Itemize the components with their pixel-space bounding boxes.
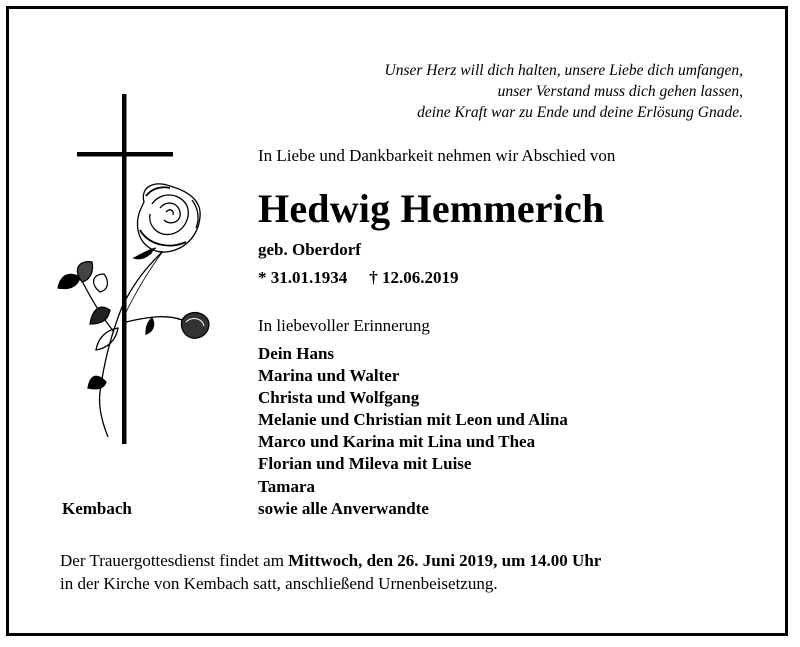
place-name: Kembach: [62, 499, 132, 518]
list-item: Marco und Karina mit Lina und Thea: [258, 432, 536, 452]
poem-line: Unser Herz will dich halten, unsere Liebe dich umfangen,: [384, 62, 743, 79]
memory-line: In liebevoller Erinnerung: [258, 316, 430, 335]
service-line-2: in der Kirche von Kembach satt, anschließend Urnenbeisetzung.: [60, 574, 498, 593]
deceased-name: Hedwig Hemmerich: [258, 186, 605, 231]
list-item: Florian und Mileva mit Luise: [258, 454, 472, 474]
poem-line: unser Verstand muss dich gehen lassen,: [497, 83, 743, 100]
life-dates: [258, 268, 459, 288]
list-item: Marina und Walter: [258, 366, 400, 386]
service-info: [60, 549, 601, 595]
list-item: Dein Hans: [258, 344, 335, 363]
mourners-list: [258, 343, 568, 520]
service-line-1: [60, 549, 601, 572]
poem: [385, 60, 743, 123]
farewell-intro: In Liebe und Dankbarkeit nehmen wir Abschied von: [258, 146, 616, 165]
poem-line: deine Kraft war zu Ende und deine Erlösung Gnade.: [417, 104, 743, 121]
list-item: Melanie und Christian mit Leon und Alina: [258, 410, 568, 430]
service-datetime: Mittwoch, den 26. Juni 2019, um 14.00 Uhr: [288, 551, 602, 570]
list-item: Christa und Wolfgang: [258, 388, 420, 408]
cross-rose-emblem: [52, 92, 222, 452]
service-prefix: Der Trauergottesdienst findet am: [60, 551, 289, 570]
maiden-name: geb. Oberdorf: [258, 240, 361, 259]
death-date: † 12.06.2019: [369, 268, 459, 287]
birth-date: * 31.01.1934: [258, 268, 348, 287]
list-item: sowie alle Anverwandte: [258, 498, 429, 518]
list-item: Tamara: [258, 476, 315, 496]
rose-icon: [58, 184, 209, 437]
